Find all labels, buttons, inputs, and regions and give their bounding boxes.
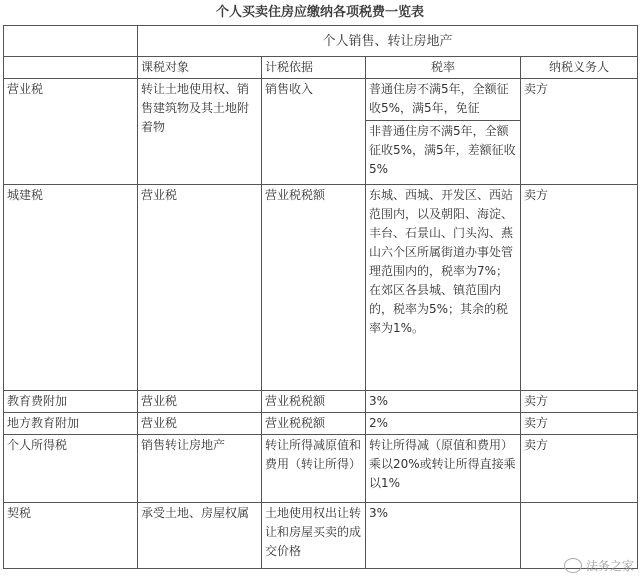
column-header-basis: 计税依据 bbox=[262, 57, 366, 79]
table-row bbox=[4, 503, 638, 569]
tax-name: 教育费附加 bbox=[4, 391, 138, 413]
page-title: 个人买卖住房应缴纳各项税费一览表 bbox=[215, 5, 424, 20]
tax-payer: 卖方 bbox=[521, 185, 638, 391]
tax-rate: 3% bbox=[366, 503, 521, 569]
corner-cell bbox=[4, 26, 138, 57]
tax-rate-split bbox=[366, 79, 521, 185]
tax-basis: 营业税税额 bbox=[262, 413, 366, 435]
tax-basis: 销售收入 bbox=[262, 79, 366, 185]
table-row bbox=[4, 185, 638, 391]
table-row bbox=[4, 391, 638, 413]
tax-object: 营业税 bbox=[138, 413, 262, 435]
tax-payer: 卖方 bbox=[521, 391, 638, 413]
section-header: 个人销售、转让房地产 bbox=[138, 26, 638, 57]
tax-name: 契税 bbox=[4, 503, 138, 569]
tax-table bbox=[3, 25, 638, 569]
tax-object: 销售转让房地产 bbox=[138, 435, 262, 503]
tax-rate: 转让所得减（原值和费用）乘以20%或转让所得直接乘以1% bbox=[366, 435, 521, 503]
tax-object: 营业税 bbox=[138, 391, 262, 413]
tax-payer: 卖方 bbox=[521, 79, 638, 185]
tax-name: 营业税 bbox=[4, 79, 138, 185]
tax-name: 城建税 bbox=[4, 185, 138, 391]
tax-basis: 营业税税额 bbox=[262, 185, 366, 391]
tax-rate: 3% bbox=[366, 391, 521, 413]
column-header-object: 课税对象 bbox=[138, 57, 262, 79]
watermark bbox=[564, 556, 634, 576]
column-header-row bbox=[4, 57, 638, 79]
tax-basis: 营业税税额 bbox=[262, 391, 366, 413]
column-header-empty bbox=[4, 57, 138, 79]
tax-object: 承受土地、房屋权属 bbox=[138, 503, 262, 569]
tax-object: 转让土地使用权、销售建筑物及其土地附着物 bbox=[138, 79, 262, 185]
chat-bubble-icon bbox=[564, 558, 582, 573]
tax-rate-non-ordinary: 非普通住房不满5年，全额征收5%，满5年，差额征收5% bbox=[366, 120, 520, 180]
tax-object: 营业税 bbox=[138, 185, 262, 391]
tax-basis: 转让所得减原值和费用（转让所得） bbox=[262, 435, 366, 503]
table-row bbox=[4, 435, 638, 503]
column-header-rate: 税率 bbox=[366, 57, 521, 79]
tax-name: 地方教育附加 bbox=[4, 413, 138, 435]
tax-payer: 卖方 bbox=[521, 413, 638, 435]
table-row bbox=[4, 413, 638, 435]
tax-rate: 2% bbox=[366, 413, 521, 435]
tax-basis: 土地使用权出让转让和房屋买卖的成交价格 bbox=[262, 503, 366, 569]
tax-name: 个人所得税 bbox=[4, 435, 138, 503]
tax-payer: 卖方 bbox=[521, 435, 638, 503]
tax-rate-ordinary: 普通住房不满5年，全额征收5%，满5年，免征 bbox=[369, 82, 509, 115]
column-header-payer: 纳税义务人 bbox=[521, 57, 638, 79]
watermark-text: 法务之家 bbox=[585, 559, 634, 573]
table-row bbox=[4, 79, 638, 185]
tax-rate: 东城、西城、开发区、西站范围内，以及朝阳、海淀、丰台、石景山、门头沟、燕山六个区所属街道办事处管理范围内的，税率为7%；在郊区各县城、镇范围内的，税率为5%；其余的税率为1%。 bbox=[366, 185, 521, 391]
table-header-row bbox=[4, 26, 638, 57]
